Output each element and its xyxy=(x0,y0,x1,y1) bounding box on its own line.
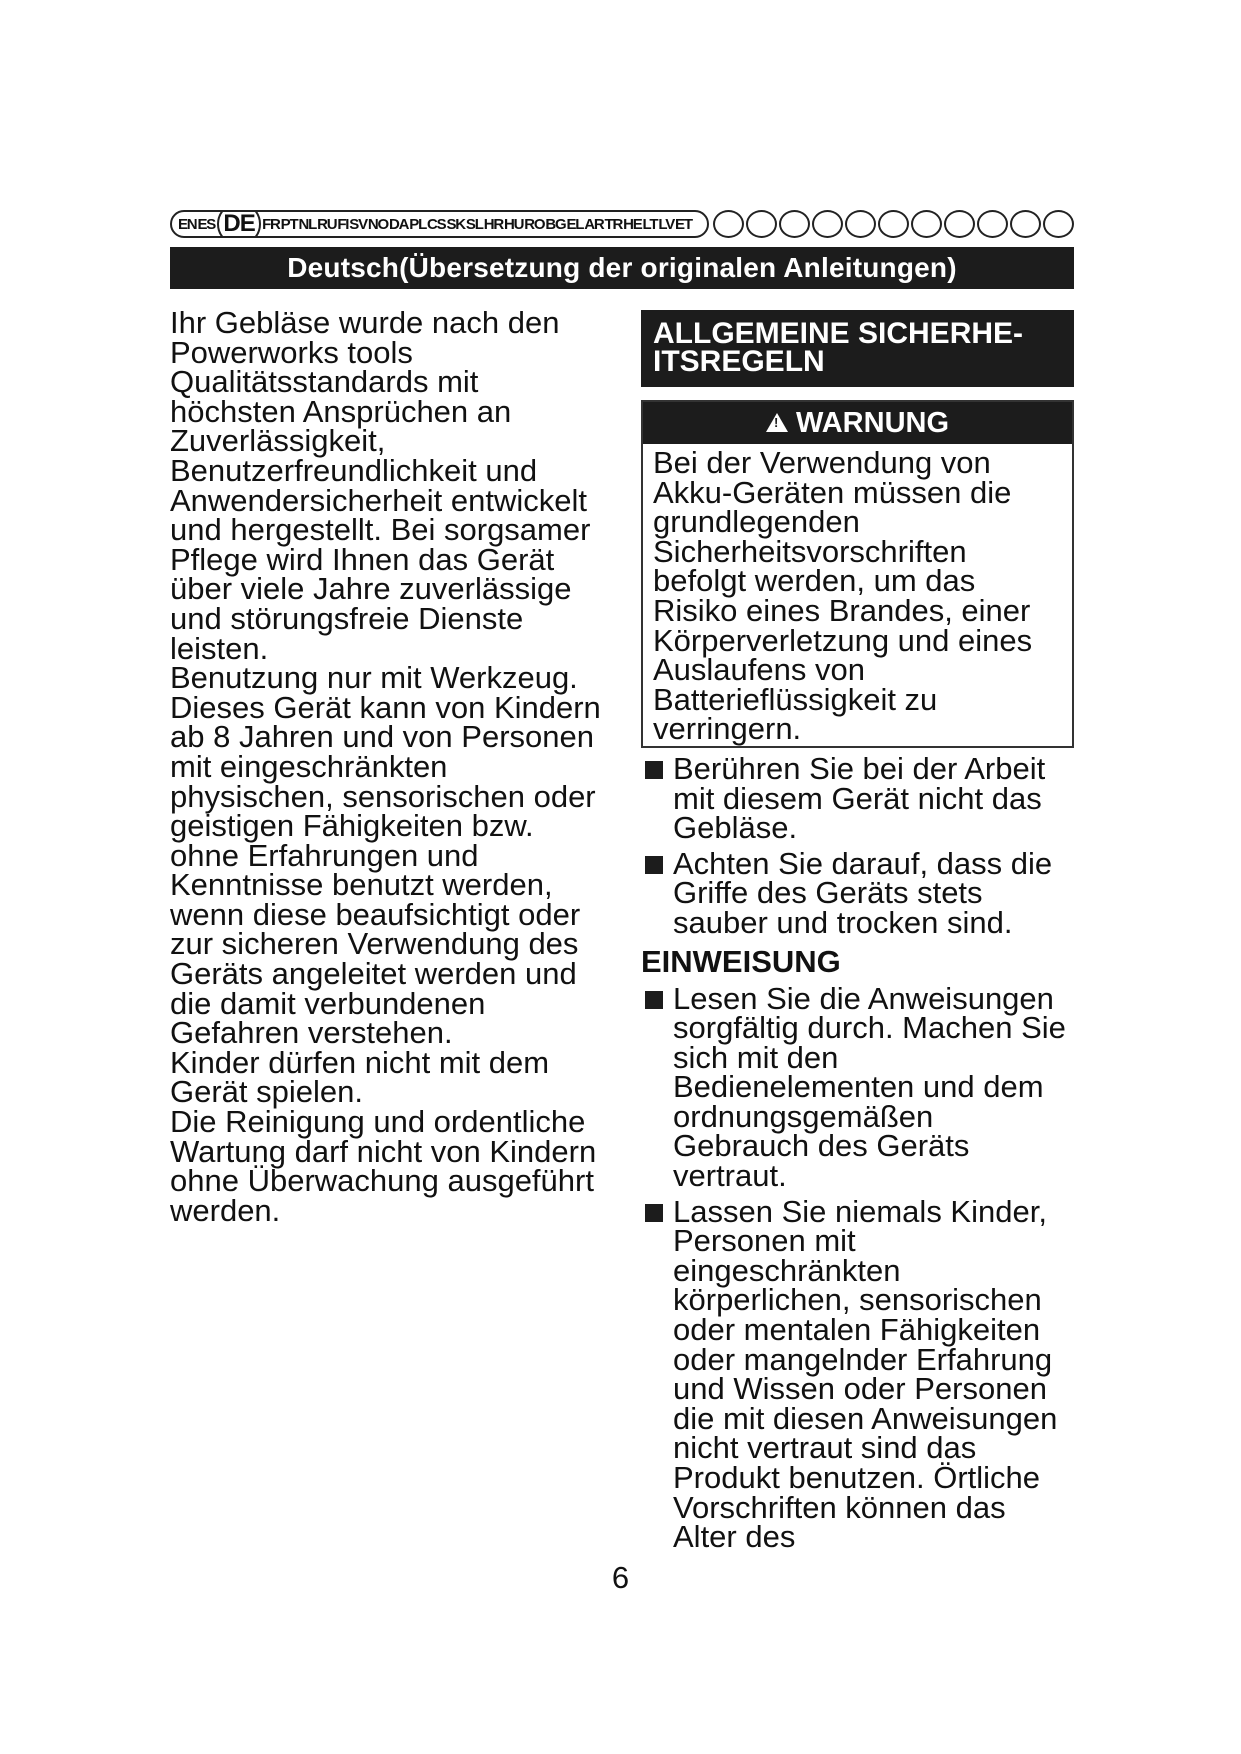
empty-tab-circle xyxy=(779,210,810,238)
lang-tab-de-active[interactable]: DE xyxy=(217,210,261,238)
right-column xyxy=(641,310,1074,1555)
empty-tab-circles xyxy=(711,210,1074,238)
bullet-square-icon xyxy=(645,761,663,779)
bullet-text: Lesen Sie die Anweisungen sorgfältig durch. Machen Sie sich mit den Bedienelementen und dem ordnungsgemäßen Gebrauch des Geräts vertraut. xyxy=(673,980,1066,1194)
empty-tab-circle xyxy=(944,210,975,238)
lang-tab-cs[interactable]: CS xyxy=(427,215,446,233)
page-number: 6 xyxy=(611,1560,630,1595)
language-title-bar: Deutsch(Übersetzung der originalen Anleitungen) xyxy=(170,247,1074,289)
lang-tab-en[interactable]: EN xyxy=(178,215,197,233)
lang-tab-fr[interactable]: FR xyxy=(262,215,280,233)
lang-tab-et[interactable]: ET xyxy=(675,215,692,233)
lang-tab-ru[interactable]: RU xyxy=(317,215,337,233)
lang-tab-hr[interactable]: HR xyxy=(483,215,503,233)
lang-tab-sk[interactable]: SK xyxy=(446,215,465,233)
left-column xyxy=(170,305,610,1228)
list-item xyxy=(641,980,1074,1194)
language-tab-strip xyxy=(170,208,1074,240)
lang-tab-nl[interactable]: NL xyxy=(298,215,317,233)
warning-box xyxy=(641,400,1074,748)
lang-tab-sl[interactable]: SL xyxy=(465,215,483,233)
empty-tab-circle xyxy=(713,210,744,238)
empty-tab-circle xyxy=(845,210,876,238)
bullet-text: Lassen Sie niemals Kinder, Personen mit eingeschränkten körperlichen, sensorischen oder mentalen Fähigkeiten oder mangelnder Erfahrung und Wissen oder Personen die mit diesen Anweisungen nicht vertraut sind das Produkt benutzen. Örtliche Vorschriften können das Alter des xyxy=(673,1193,1058,1555)
warning-text: Bei der Verwendung von Akku-Geräten müssen die grundlegenden Sicherheitsvorschriften befolgt werden, um das Risiko eines Brandes, einer Körperverletzung und eines Auslaufens von Batterieflüssigkeit zu verringern. xyxy=(653,445,1033,747)
warning-header xyxy=(643,402,1072,444)
section-heading: ALLGEMEINE SICHERHE-ITSREGELN xyxy=(641,310,1074,387)
lang-tab-da[interactable]: DA xyxy=(389,215,409,233)
intro-paragraph: Ihr Gebläse wurde nach den Powerworks tools Qualitätsstandards mit höchsten Ansprüchen an Zuverlässigkeit, Benutzerfreundlichkeit und Anwendersicherheit entwickelt und hergestellt. Bei sorgsamer Pflege wird Ihnen das Gerät über viele Jahre zuverlässige und störungsfreie Dienste leisten. xyxy=(170,305,591,666)
cleaning-paragraph: Die Reinigung und ordentliche Wartung darf nicht von Kindern ohne Überwachung ausgeführt werden. xyxy=(170,1104,597,1228)
subheading-einweisung: EINWEISUNG xyxy=(641,943,841,979)
children-play-paragraph: Kinder dürfen nicht mit dem Gerät spielen. xyxy=(170,1044,550,1110)
lang-tab-fi[interactable]: FI xyxy=(337,215,349,233)
warning-triangle-icon xyxy=(766,413,788,432)
lang-tab-tr[interactable]: TR xyxy=(604,215,623,233)
language-codes xyxy=(170,210,709,238)
lang-tab-ro[interactable]: RO xyxy=(524,215,545,233)
lang-tab-no[interactable]: NO xyxy=(367,215,388,233)
lang-tab-he[interactable]: HE xyxy=(623,215,642,233)
empty-tab-circle xyxy=(1010,210,1041,238)
empty-tab-circle xyxy=(812,210,843,238)
list-item xyxy=(641,845,1074,940)
lang-tab-es[interactable]: ES xyxy=(197,215,216,233)
empty-tab-circle xyxy=(1043,210,1074,238)
lang-tab-bg[interactable]: BG xyxy=(545,215,566,233)
tool-use-paragraph: Benutzung nur mit Werkzeug. xyxy=(170,660,578,696)
list-item xyxy=(641,1193,1074,1555)
empty-tab-circle xyxy=(746,210,777,238)
warning-label: WARNUNG xyxy=(795,406,950,439)
lang-tab-pl[interactable]: PL xyxy=(409,215,427,233)
empty-tab-circle xyxy=(878,210,909,238)
bullet-square-icon xyxy=(645,991,663,1009)
children-use-paragraph: Dieses Gerät kann von Kindern ab 8 Jahren und von Personen mit eingeschränkten physischen, sensorischen oder geistigen Fähigkeiten bzw. ohne Erfahrungen und Kenntnisse benutzt werden, wenn diese beaufsichtigt oder zur sicheren Verwendung des Geräts angeleitet werden und die damit verbundenen Gefahren verstehen. xyxy=(170,689,601,1051)
list-item xyxy=(641,750,1074,846)
lang-tab-sv[interactable]: SV xyxy=(349,215,367,233)
empty-tab-circle xyxy=(911,210,942,238)
lang-tab-lv[interactable]: LV xyxy=(658,215,675,233)
lang-tab-ar[interactable]: AR xyxy=(584,215,604,233)
bullet-text: Achten Sie darauf, dass die Griffe des Geräts stets sauber und trocken sind. xyxy=(673,845,1053,940)
lang-tab-lt[interactable]: LT xyxy=(642,215,658,233)
lang-tab-hu[interactable]: HU xyxy=(503,215,524,233)
empty-tab-circle xyxy=(977,210,1008,238)
bullet-square-icon xyxy=(645,856,663,874)
intro-text xyxy=(170,305,610,1228)
bullet-text: Berühren Sie bei der Arbeit mit diesem Gerät nicht das Gebläse. xyxy=(673,750,1046,846)
lang-tab-el[interactable]: EL xyxy=(566,215,584,233)
bullet-square-icon xyxy=(645,1204,663,1222)
lang-tab-pt[interactable]: PT xyxy=(280,215,298,233)
